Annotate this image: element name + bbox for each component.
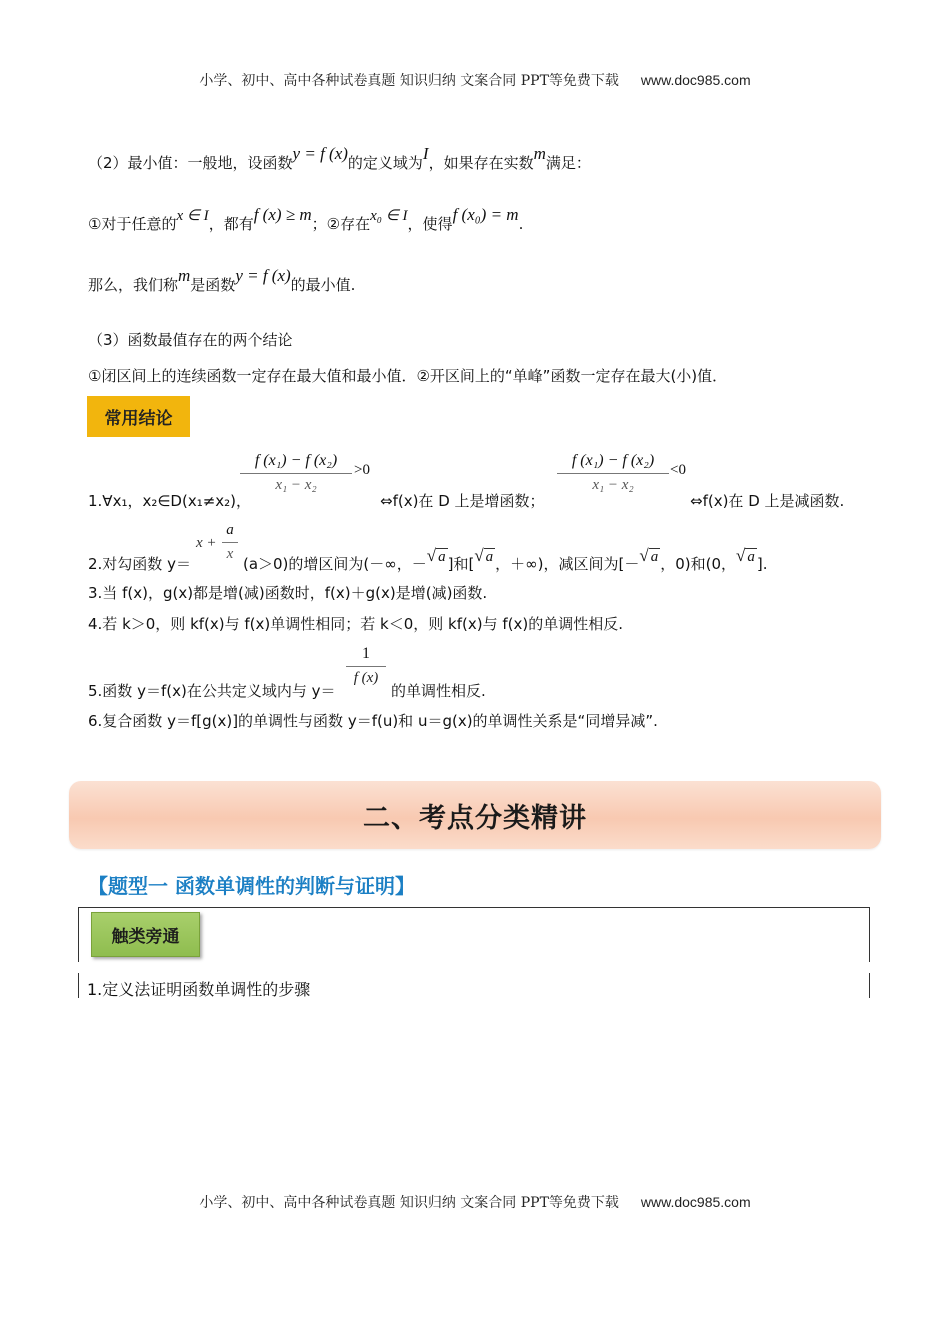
decreasing-relation: <0	[670, 462, 686, 478]
item-3: 3.当 f(x)，g(x)都是增(减)函数时，f(x)＋g(x)是增(减)函数.	[88, 584, 488, 602]
min-value-line-1: （2）最小值：一般地，设函数y = f (x)的定义域为I，如果存在实数m满足：	[88, 144, 591, 172]
item-1-lead: 1.∀x₁，x₂∈D(x₁≠x₂)，	[88, 492, 252, 510]
domain-symbol: I	[422, 144, 429, 163]
practice-badge: 触类旁通	[91, 912, 200, 957]
hook-function-fraction: a x	[222, 522, 238, 563]
min-value-line-2: ①对于任意的x ∈ I，都有f (x) ≥ m；②存在x₀ ∈ I，使得f (x₀) = m.	[88, 205, 524, 233]
page-header	[0, 70, 950, 90]
sqrt-a: √ a	[639, 546, 659, 565]
item-4: 4.若 k＞0，则 kf(x)与 f(x)单调性相同；若 k＜0，则 kf(x)与 f(x)的单调性相反.	[88, 615, 623, 633]
decreasing-fraction: f (x₁) − f (x₂) x₁ − x₂	[557, 452, 669, 494]
step-title: 1.定义法证明函数单调性的步骤	[87, 980, 311, 999]
item-5-tail: 的单调性相反.	[391, 682, 486, 700]
reciprocal-fraction: 1 f (x)	[346, 645, 386, 687]
conclusions-title: （3）函数最值存在的两个结论	[88, 331, 293, 349]
item-2-line: 2.对勾函数 y＝ (a＞0)的增区间为(－∞，－√ a ]和[√ a ，＋∞)，减区间为[－√ a ，0)和(0，√ a ].	[88, 546, 768, 573]
section-banner: 二、考点分类精讲	[69, 781, 881, 849]
footer-text: 小学、初中、高中各种试卷真题 知识归纳 文案合同 PPT等免费下载	[199, 1195, 619, 1211]
header-text: 小学、初中、高中各种试卷真题 知识归纳 文案合同 PPT等免费下载	[199, 73, 619, 89]
sqrt-a: √ a	[426, 546, 446, 565]
increasing-fraction: f (x₁) − f (x₂) x₁ − x₂	[240, 452, 352, 494]
common-conclusions-badge: 常用结论	[87, 396, 190, 437]
item-1-decreasing: ⇔f(x)在 D 上是减函数.	[690, 492, 845, 510]
item-5-lead: 5.函数 y＝f(x)在公共定义域内与 y＝	[88, 682, 336, 700]
item-6: 6.复合函数 y＝f[g(x)]的单调性与函数 y＝f(u)和 u＝g(x)的单调性关系是“同增异减”.	[88, 712, 658, 730]
increasing-relation: >0	[354, 462, 370, 478]
hook-function-x: x +	[196, 535, 217, 551]
item-1-increasing: ⇔f(x)在 D 上是增函数；	[380, 492, 545, 510]
conclusions-text: ①闭区间上的连续函数一定存在最大值和最小值．②开区间上的“单峰”函数一定存在最大(小)值．	[88, 367, 728, 385]
footer-url[interactable]: www.doc985.com	[640, 1194, 751, 1210]
function-expression: y = f (x)	[292, 144, 348, 163]
m-symbol: m	[533, 144, 546, 163]
sqrt-a: √ a	[474, 546, 494, 565]
min-value-line-3: 那么，我们称m是函数y = f (x)的最小值.	[88, 266, 356, 294]
question-type-title: 【题型一 函数单调性的判断与证明】	[88, 874, 415, 898]
header-url[interactable]: www.doc985.com	[640, 72, 751, 88]
page-footer	[0, 1192, 950, 1212]
sqrt-a: √ a	[736, 546, 755, 565]
